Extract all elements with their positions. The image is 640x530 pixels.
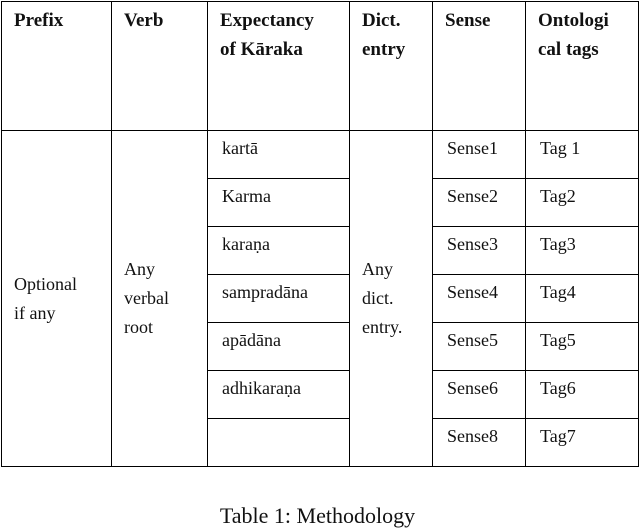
dict-entry-cell: Any dict. entry.	[350, 131, 433, 467]
header-sense: Sense	[433, 2, 526, 131]
prefix-cell: Optional if any	[2, 131, 112, 467]
header-prefix: Prefix	[2, 2, 112, 131]
header-expectancy: Expectancy of Kāraka	[208, 2, 350, 131]
verb-cell: Any verbal root	[112, 131, 208, 467]
karaka-cell: kartā	[208, 131, 350, 179]
sense-cell: Sense2	[433, 179, 526, 227]
karaka-cell: karaṇa	[208, 227, 350, 275]
methodology-table	[1, 1, 639, 467]
header-ontological-tags: Ontologi cal tags	[526, 2, 639, 131]
tag-cell: Tag3	[526, 227, 639, 275]
sense-cell: Sense4	[433, 275, 526, 323]
sense-cell: Sense1	[433, 131, 526, 179]
header-verb: Verb	[112, 2, 208, 131]
header-dict-entry: Dict. entry	[350, 2, 433, 131]
sense-cell: Sense8	[433, 419, 526, 467]
karaka-cell: Karma	[208, 179, 350, 227]
table-caption: Table 1: Methodology	[219, 503, 416, 528]
karaka-cell: adhikaraṇa	[208, 371, 350, 419]
table-header-row	[2, 2, 639, 131]
tag-cell: Tag7	[526, 419, 639, 467]
karaka-cell: apādāna	[208, 323, 350, 371]
sense-cell: Sense5	[433, 323, 526, 371]
tag-cell: Tag2	[526, 179, 639, 227]
karaka-cell: sampradāna	[208, 275, 350, 323]
karaka-cell-empty	[208, 419, 350, 467]
tag-cell: Tag6	[526, 371, 639, 419]
tag-cell: Tag4	[526, 275, 639, 323]
tag-cell: Tag5	[526, 323, 639, 371]
table-row	[2, 131, 639, 179]
sense-cell: Sense3	[433, 227, 526, 275]
sense-cell: Sense6	[433, 371, 526, 419]
tag-cell: Tag 1	[526, 131, 639, 179]
